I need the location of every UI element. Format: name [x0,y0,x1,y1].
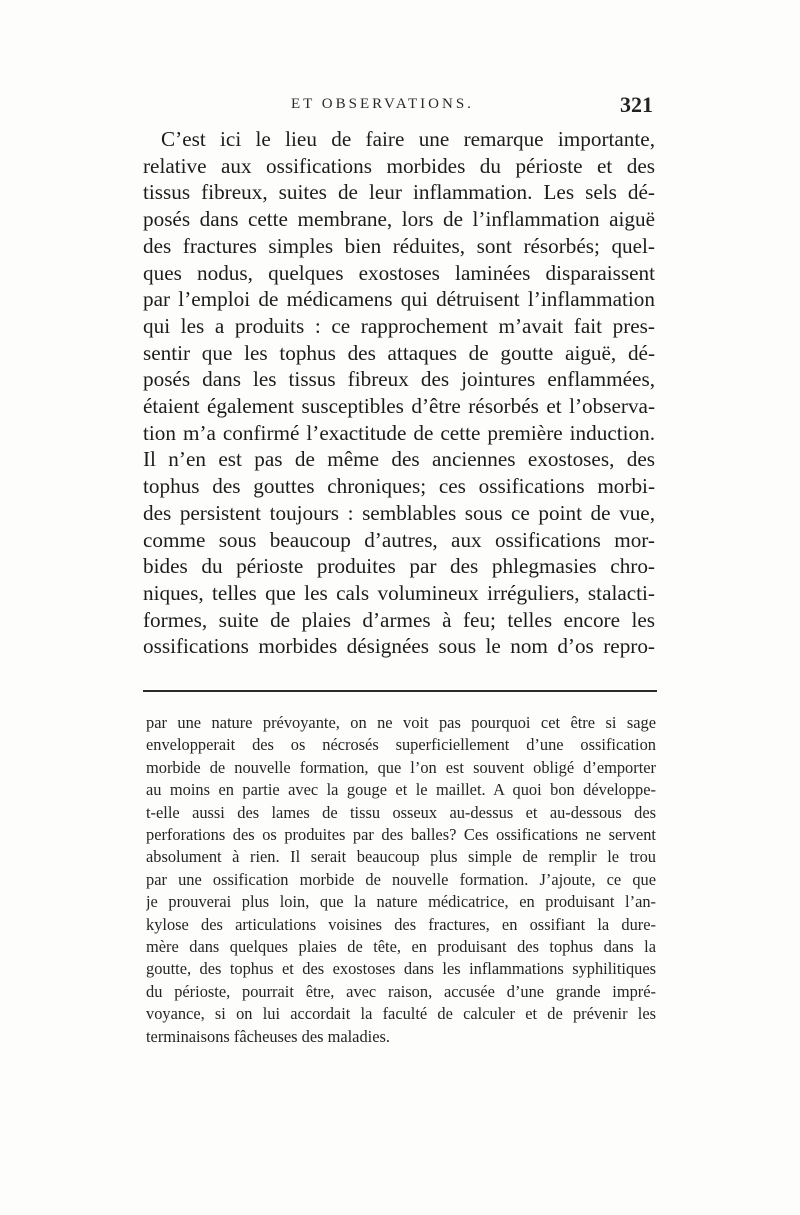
footnote-line: t-elle aussi des lames de tissu osseux au-dessus et au-dessous des [146,802,656,822]
footnote-line: envelopperait des os nécrosés superficiellement d’une ossification [146,735,656,755]
footnote-line: au moins en partie avec la gouge et le maillet. A quoi bon développe- [146,780,656,800]
text-line: comme sous beaucoup d’autres, aux ossifications mor- [143,527,655,552]
text-line: niques, telles que les cals volumineux irréguliers, stalacti- [143,580,655,605]
text-line: tion m’a confirmé l’exactitude de cette première induction. [143,420,655,445]
text-line: par l’emploi de médicamens qui détruisent l’inflammation [143,287,655,312]
text-line: des persistent toujours : semblables sous ce point de vue, [143,500,655,525]
text-line: formes, suite de plaies d’armes à feu; telles encore les [143,607,655,632]
text-line: tophus des gouttes chroniques; ces ossifications morbi- [143,474,655,499]
footnote [146,712,656,1048]
page-header [143,92,653,122]
footnote-line: absolument à rien. Il serait beaucoup plus simple de remplir le trou [146,847,656,867]
text-line: ossifications morbides désignées sous le nom d’os repro- [143,634,655,659]
footnote-line: voyance, si on lui accordait la faculté de calculer et de prévenir les [146,1004,656,1024]
footnote-line: kylose des articulations voisines des fractures, en ossifiant la dure- [146,914,656,934]
footnote-line: par une nature prévoyante, on ne voit pas pourquoi cet être si sage [146,713,656,732]
footnote-line: perforations des os produites par des balles? Ces ossifications ne servent [146,825,656,845]
text-line: relative aux ossifications morbides du périoste et des [143,153,655,178]
text-line: ques nodus, quelques exostoses laminées disparaissent [143,260,655,285]
footnote-line: mère dans quelques plaies de tête, en produisant des tophus dans la [146,937,656,957]
text-line: Il n’en est pas de même des anciennes exostoses, des [143,447,655,472]
main-text [143,126,655,660]
footnote-line: je prouverai plus loin, que la nature médicatrice, en produisant l’an- [146,892,656,912]
footnote-line: du périoste, pourrait être, avec raison, accusée d’une grande impré- [146,981,656,1001]
text-line: tissus fibreux, suites de leur inflammation. Les sels dé- [143,180,655,205]
footnote-line: goutte, des tophus et des exostoses dans les inflammations syphilitiques [146,959,656,979]
footnote-line: par une ossification morbide de nouvelle formation. J’ajoute, ce que [146,869,656,889]
footnote-rule [143,690,657,692]
text-line: C’est ici le lieu de faire une remarque importante, [161,127,655,151]
text-line: posés dans les tissus fibreux des jointures enflammées, [143,367,655,392]
page-number: 321 [620,92,653,117]
text-line: des fractures simples bien réduites, sont résorbés; quel- [143,233,655,258]
text-line: sentir que les tophus des attaques de goutte aiguë, dé- [143,340,655,365]
text-line: étaient également susceptibles d’être résorbés et l’observa- [143,394,655,419]
text-line: bides du périoste produites par des phlegmasies chro- [143,554,655,579]
running-head: ET OBSERVATIONS. [291,96,474,112]
text-line: posés dans cette membrane, lors de l’inflammation aiguë [143,207,655,232]
footnote-line: terminaisons fâcheuses des maladies. [146,1026,390,1046]
footnote-line: morbide de nouvelle formation, que l’on est souvent obligé d’emporter [146,757,656,777]
text-line: qui les a produits : ce rapprochement m’avait fait pres- [143,313,655,338]
